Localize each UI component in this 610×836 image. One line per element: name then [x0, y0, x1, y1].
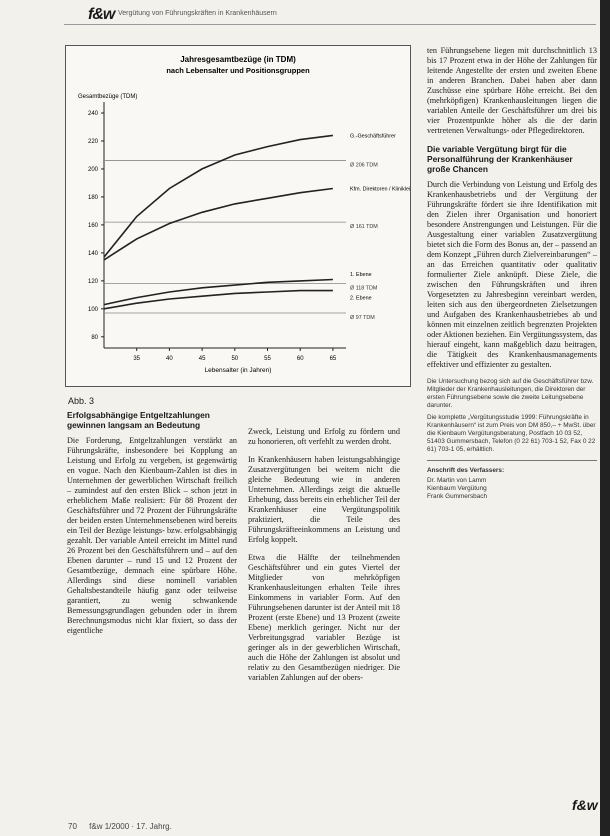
average-reference-label: Ø 97 TDM — [350, 315, 375, 322]
average-reference-label: Ø 206 TDM — [350, 162, 378, 169]
average-reference-label: Ø 161 TDM — [350, 224, 378, 231]
series-line — [104, 291, 333, 309]
x-tick-label: 55 — [264, 356, 271, 362]
page-edge-shadow — [600, 0, 610, 836]
column-left — [67, 410, 237, 644]
series-line — [104, 189, 333, 260]
x-tick-label: 60 — [296, 356, 304, 362]
footnote: Die komplette „Vergütungsstudie 1999: Führungskräfte in Krankenhäusern“ ist zum Preis von DM 850,– + MwSt. über die Kienbaum Vergütungsberatung, Postfach 10 03 52, 51403 Gummersbach, Telefon (0 22 61) 703-1 52, Fax 0 22 61) 703-1 05, erhältlich. — [427, 414, 596, 453]
chart-title: Jahresgesamtbezüge (in TDM) — [180, 55, 296, 64]
series-end-label: Kfm. Direktoren / Klinikleiter — [350, 186, 410, 193]
y-tick-label: 80 — [91, 334, 98, 341]
footnote: Die Untersuchung bezog sich auf die Geschäftsführer bzw. Mitglieder der Krankenhausleitungen, die Direktoren der ersten Führungsebene sowie die zweite Leitungsebene darunter. — [427, 378, 594, 409]
x-tick-label: 50 — [231, 356, 239, 362]
y-tick-label: 240 — [87, 110, 98, 117]
x-axis-label: Lebensalter (in Jahren) — [204, 367, 272, 374]
y-tick-label: 120 — [87, 278, 98, 285]
author-address-label: Anschrift des Verfassers: — [427, 467, 505, 474]
author-name: Dr. Martin von Lamm — [427, 477, 487, 484]
author-city: Frank Gummersbach — [427, 493, 488, 500]
issue-info: f&w 1/2000 · 17. Jahrg. — [89, 822, 172, 831]
y-tick-label: 180 — [87, 194, 98, 201]
chart-subtitle: nach Lebensalter und Positionsgruppen — [166, 66, 310, 75]
paragraph: Durch die Verbindung von Leistung und Erfolg des Krankenhausbetriebs und der Vergütung der Führungskräfte fördert sie ihre Identifikation mit den Zielen ihrer Organisation und honoriert besondere Anstrengungen und Leistungen. Für die Ausgestaltung einer variablen Zusatzvergütung bietet sich die Form des Bonus an, der – passend an dem Konzept „Führen durch Zielvereinbarungen“ – an das Erreichen quantitativ oder qualitativ formulierter Ziele anknüpft. Diese Ziele, die zwischen den Führungskräften und ihren Vorgesetzten zu Jahresbeginn vereinbart werden, leiten sich aus den übergeordneten Zielsetzungen und Aufgaben des Krankenhausbetriebes ab und können mit einzelnen zeitlich begrenzten Projekten oder Aktionen beziehen. Ein Vergütungssystem, das hierauf eingeht, kann maßgeblich dazu beitragen, die Tätigkeit des Krankenhausmanagements effektiver und effizienter zu gestalten. — [427, 180, 598, 369]
y-tick-label: 140 — [87, 250, 98, 257]
paragraph: Etwa die Hälfte der teilnehmenden Geschäftsführer und ein gutes Viertel der Mitglieder von mehrköpfigen Krankenhausleitungen erhalten Teile ihres Einkommens in variabler Form. Auf den Führungsebenen darunter ist der Anteil mit 18 Prozent (erste Ebene) und 13 Prozent (zweite Ebene) merklich geringer. Nicht nur der Verbreitungsgrad variabler Bezüge ist geringer als in der gewerblichen Wirtschaft, auch die Höhe der Zahlungen ist absolut und relativ zu den Gesamtbezügen niedriger. Die variablen Zahlungen auf der obers- — [248, 553, 400, 682]
journal-logo: f&w — [88, 6, 115, 23]
y-tick-label: 160 — [87, 222, 98, 229]
figure-box — [65, 45, 411, 387]
paragraph: Zweck, Leistung und Erfolg zu fördern und zu honorieren, oft verfehlt zu werden droht. — [248, 427, 400, 446]
x-tick-label: 40 — [166, 356, 173, 362]
y-tick-label: 220 — [87, 138, 98, 145]
footnotes — [427, 378, 597, 501]
y-tick-label: 100 — [87, 306, 98, 313]
series-end-label: 1. Ebene — [350, 271, 372, 278]
section-heading-chances: Die variable Vergütung birgt für die Personalführung der Krankenhäuser große Chancen — [427, 144, 573, 174]
series-end-label: 2. Ebene — [350, 295, 372, 302]
running-title: Vergütung von Führungskräften in Krankenhäusern — [118, 10, 277, 17]
y-tick-label: 200 — [87, 166, 98, 173]
series-end-label: G.-Geschäftsführer — [350, 133, 396, 140]
author-affiliation: Kienbaum Vergütung — [427, 485, 487, 492]
x-tick-label: 65 — [329, 356, 337, 362]
salary-age-chart — [66, 46, 410, 386]
y-axis-label: Gesamtbezüge (TDM) — [78, 94, 138, 100]
divider — [427, 460, 597, 461]
average-reference-label: Ø 118 TDM — [350, 285, 378, 292]
journal-logo-footer: f&w — [572, 797, 598, 813]
section-heading-variable-pay: Erfolgsabhängige Entgeltzahlungen gewinnen langsam an Bedeutung — [67, 410, 210, 430]
column-right — [427, 46, 597, 501]
x-tick-label: 35 — [133, 356, 141, 362]
page-number: 70 — [68, 822, 77, 831]
figure-caption: Abb. 3 — [68, 396, 95, 406]
column-middle — [248, 427, 400, 691]
paragraph: In Krankenhäusern haben leistungsabhängige Zusatzvergütungen bei weitem nicht die gleiche Bedeutung wie in anderen Unternehmen. Allerdings zeigt die aktuelle Erhebung, dass bereits ein erheblicher Teil der Krankenhäuser eine Vergütungspolitik praktiziert, die Teile des Führungskräfteeinkommens an Leistung und Erfolg koppelt. — [248, 455, 400, 544]
paragraph: ten Führungsebene liegen mit durchschnittlich 13 bis 17 Prozent etwa in der Höhe der Zahlungen für leitende Angestellte der ersten und zweiten Ebene in anderen Branchen. Dabei haben aber dann Zuschüsse eine spürbare Höhe erreicht. Bei den (mehrköpfigen) Krankenhausleitungen liegen die variablen Anteile der Geschäftsführer um drei bis vier Prozentpunkte höher als die der darin vertretenen Verwaltungs- oder Pflegedirektoren. — [427, 46, 597, 135]
page-footer — [68, 822, 182, 831]
paragraph: Die Forderung, Entgeltzahlungen verstärkt an Führungskräfte, insbesondere bei Kopplung an Leistung und Erfolg zu vergeben, ist gegenwärtig en vogue. Nach den Kienbaum-Zahlen ist dies in Unternehmen der gewerblichen Wirtschaft freilich – zumindest auf den ersten Blick – schon jetzt in erheblichem Maße realisiert: Für 88 Prozent der Geschäftsführer und 72 Prozent der Führungskräfte der beiden ersten Unternehmensebenen wird bereits ein Teil der Bezüge leistungs- bzw. erfolgsabhängig gezahlt. Der variable Anteil erreicht im Mittel rund 26 Prozent bei den Geschäftsführern und – auf den Ebenen darunter – rund 15 und 12 Prozent der Gesamtbezüge, demnach eine spürbare Höhe. Allerdings sind diese nominell variablen Gehaltsbestandteile häufig ganz oder teilweise garantiert, zu wenig schwankende Bemessungsgrundlagen gebunden oder in ihrem Berechnungsmodus nicht klar fixiert, so dass der eigentliche — [67, 436, 237, 635]
top-rule — [64, 24, 596, 25]
x-tick-label: 45 — [198, 356, 206, 362]
